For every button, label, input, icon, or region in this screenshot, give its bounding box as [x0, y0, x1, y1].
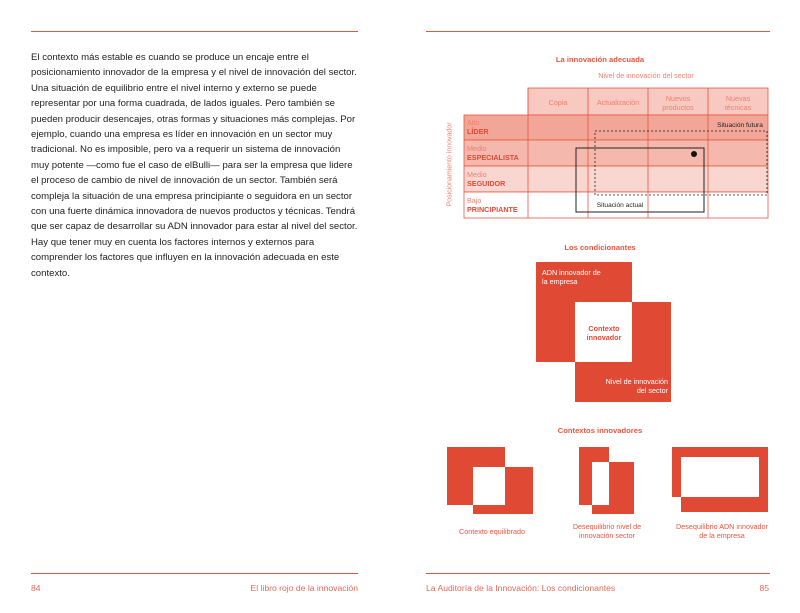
matrix-title: La innovación adecuada [555, 55, 645, 64]
row-label-principiante [467, 196, 518, 214]
current-situation-label: Situación actual [596, 202, 644, 209]
bottom-rule [31, 573, 358, 574]
column-header-nuevos-productos: Nuevos productos [662, 94, 694, 112]
row-level: Medio [467, 144, 487, 153]
bottom-rule [426, 573, 770, 574]
row-label-lider [467, 118, 489, 136]
position-dot-icon [691, 151, 697, 157]
row-level: Alto [467, 118, 480, 127]
column-header-copia: Copia [548, 98, 568, 107]
contextos-title: Contextos innovadores [557, 426, 643, 435]
future-situation-label: Situación futura [717, 122, 763, 129]
matrix-row-seguidor [464, 166, 768, 192]
caption-equilibrado: Contexto equilibrado [459, 527, 525, 536]
row-name: LÍDER [467, 127, 489, 136]
running-title-right: La Auditoría de la Innovación: Los condicionantes [426, 583, 616, 593]
body-text: El contexto más estable es cuando se produce un encaje entre el posicionamiento innovador de la empresa y el nivel de innovación del sector. Una situación de equilibrio entre el nivel interno y externo se puede representar por una forma cuadrada, de lados iguales. Pero también se pueden producir desencajes, otras formas y situaciones más complejas. Por ejemplo, cuando una empresa es líder en innovación en un sector muy tradicional. No es imposible, pero va a requerir un sistema de innovación muy potente —como fue el caso de elBulli— para ser la empresa que lidere el proceso de cambio de nivel de innovación de un sector. También será compleja la situación de una empresa principiante o seguidora en un sector con una fuerte dinámica innovadora de nuevos productos y técnicas. Tendrá que ser capaz de desarrollar su ADN innovador para estar al nivel del sector. Hay que tener muy en cuenta los factores internos y externos para comprender los factores que influyen en la innovación adecuada en este contexto. [31, 52, 358, 279]
caption-desequilibrio-sector: Desequilibrio nivel de innovación sector [572, 522, 642, 540]
row-name: ESPECIALISTA [467, 153, 519, 162]
running-title-left: El libro rojo de la innovación [250, 583, 358, 593]
row-name: SEGUIDOR [467, 179, 506, 188]
condicionantes-title: Los condicionantes [564, 243, 636, 252]
row-label-seguidor [467, 170, 505, 188]
right-page [400, 0, 800, 613]
column-header-actualizacion: Actualización [596, 98, 640, 107]
matrix-x-axis-label: Nivel de innovación del sector [598, 71, 694, 80]
column-header-nuevas-tecnicas: Nuevas técnicas [724, 94, 752, 112]
context-label: Contexto innovador [586, 324, 622, 342]
adn-label: ADN innovador de la empresa [542, 268, 601, 286]
row-label-especialista [467, 144, 519, 162]
row-name: PRINCIPIANTE [467, 205, 518, 214]
matrix-y-axis-label: Posicionamiento innovador [446, 122, 454, 207]
caption-desequilibrio-adn: Desequilibrio ADN innovador de la empresa [676, 522, 768, 540]
page-number-right: 85 [759, 583, 769, 593]
top-rule [31, 31, 358, 32]
page-number-left: 84 [31, 583, 41, 593]
row-level: Medio [467, 170, 487, 179]
row-level: Bajo [467, 196, 482, 205]
sector-label: Nivel de innovación del sector [605, 377, 668, 395]
